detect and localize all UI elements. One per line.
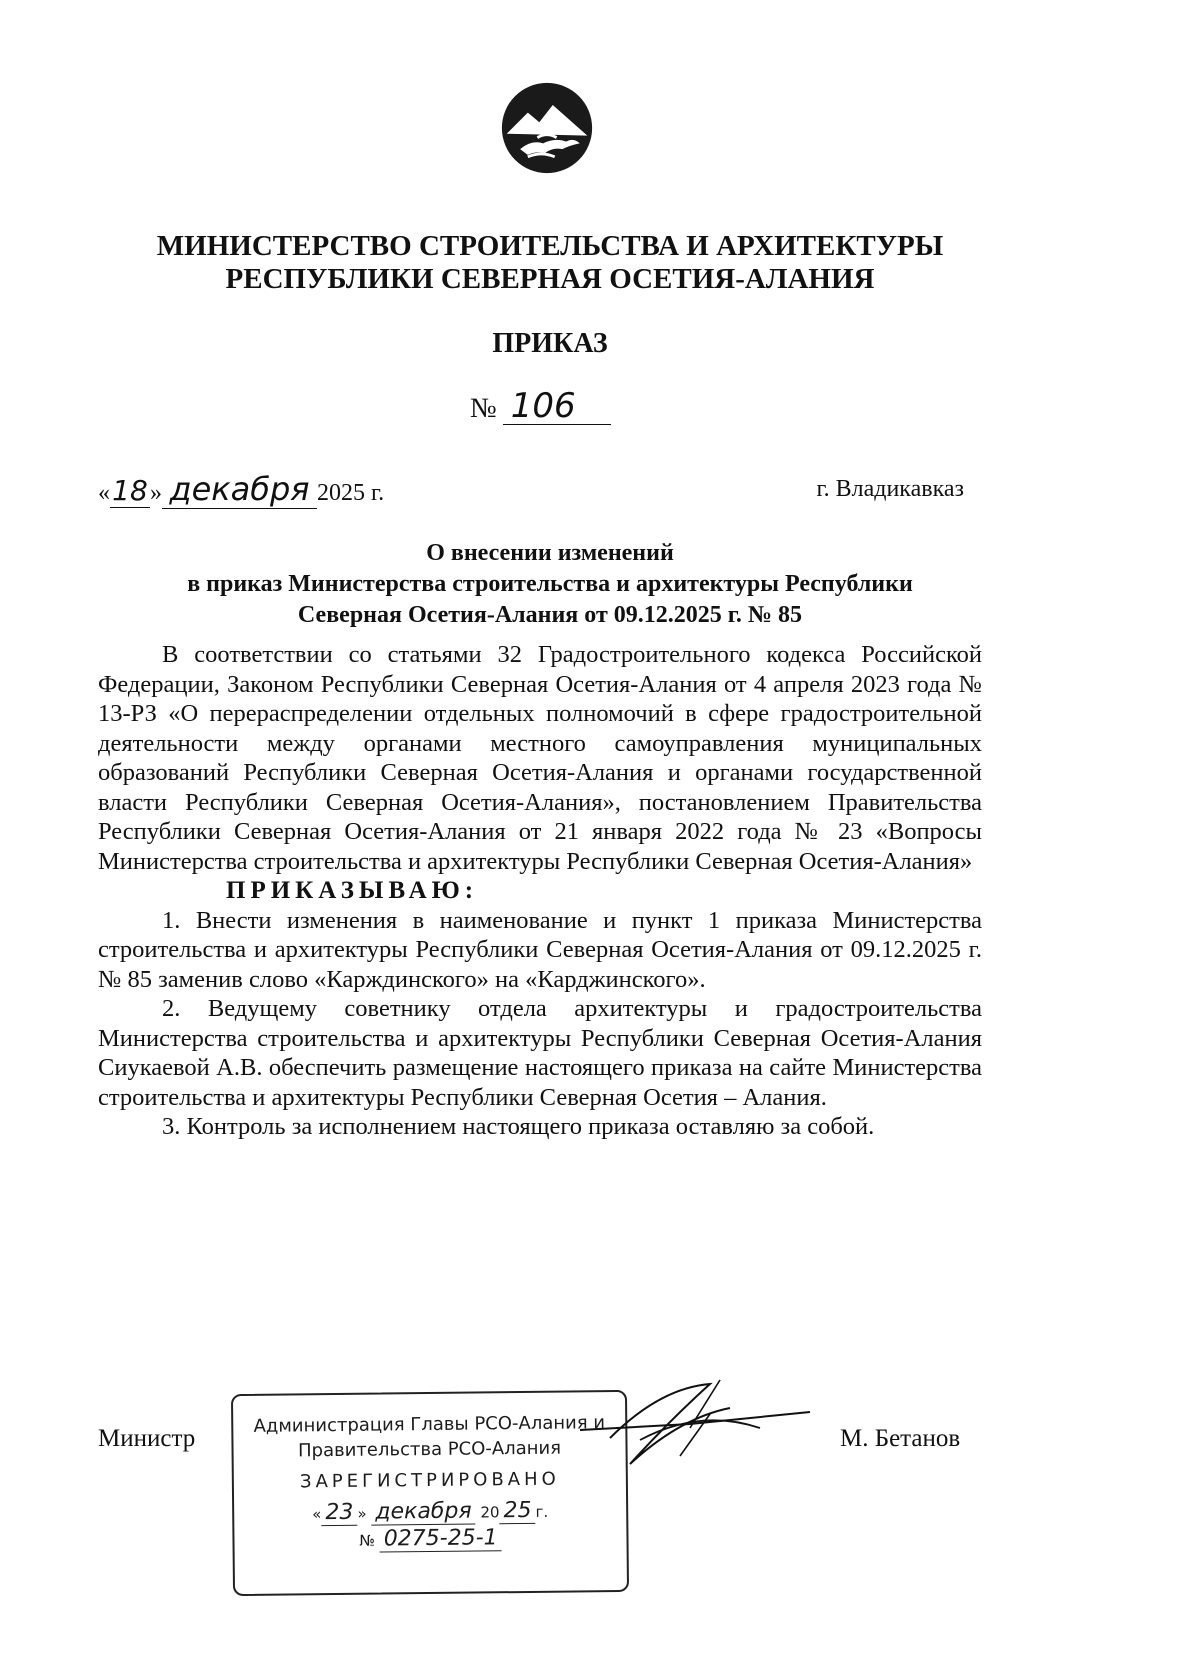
order-item: 2. Ведущему советнику отдела архитектуры и градостроительства Министерства строительства и архитектуры Республики Северная Осетия-Алания Сиукаевой А.В. обеспечить размещение настоящего приказа на сайте Министерства строительства и архитектуры Республики Северная Осетия – Алания. — [98, 995, 982, 1111]
date-open-quote: « — [98, 480, 110, 506]
stamp-number-value: 0275-25-1 — [380, 1525, 502, 1552]
document-type: ПРИКАЗ — [492, 328, 608, 359]
stamp-number-prefix: № — [359, 1531, 376, 1550]
city: г. Владикавказ — [816, 476, 964, 502]
stamp-year-unit: г. — [535, 1502, 549, 1521]
preamble: В соответствии со статьями 32 Градостроительного кодекса Российской Федерации, Законом Республики Северная Осетия-Алания от 4 апреля 2023 года № 13-РЗ «О перераспределении отдельных полномочий в сфере градостроительной деятельности между органами местного самоуправления муниципальных образований Республики Северная Осетия-Алания и органами государственной власти Республики Северная Осетия-Алания», постановлением Правительства Республики Северная Осетия-Алания от 21 января 2022 года № 23 «Вопросы Министерства строительства и архитектуры Республики Северная Осетия-Алания» — [98, 641, 982, 875]
republic-emblem-icon — [499, 80, 595, 176]
stamp-date-open-quote: « — [312, 1505, 322, 1524]
stamp-year-prefix: 20 — [480, 1503, 500, 1522]
subject-line1: О внесении изменений — [426, 540, 674, 566]
ministry-name — [0, 230, 1100, 296]
date-month: декабря — [162, 470, 317, 509]
date-close-quote: » — [150, 480, 162, 506]
stamp-date-close-quote: » — [357, 1504, 367, 1523]
stamp-line1: Администрация Главы РСО-Алания и — [253, 1412, 606, 1437]
stamp-registered: ЗАРЕГИСТРИРОВАНО — [299, 1468, 560, 1493]
order-number-value: 106 — [503, 388, 611, 425]
ministry-name-line1: МИНИСТЕРСТВО СТРОИТЕЛЬСТВА И АРХИТЕКТУРЫ — [156, 230, 944, 262]
order-item: 1. Внести изменения в наименование и пункт 1 приказа Министерства строительства и архитектуры Республики Северная Осетия-Алания от 09.12.2025 г. № 85 заменив слово «Карждинского» на «Карджинского». — [98, 906, 982, 993]
stamp-date — [234, 1497, 626, 1526]
order-date — [98, 470, 384, 509]
order-number-prefix: № — [470, 393, 497, 424]
signatory-name: М. Бетанов — [840, 1425, 961, 1452]
subject-line3: Северная Осетия-Алания от 09.12.2025 г. № 85 — [297, 602, 803, 628]
ministry-name-line2: РЕСПУБЛИКИ СЕВЕРНАЯ ОСЕТИЯ-АЛАНИЯ — [225, 263, 875, 295]
order-item: 3. Контроль за исполнением настоящего приказа оставляю за собой. — [162, 1113, 875, 1140]
stamp-line2: Правительства РСО-Алания — [297, 1437, 562, 1462]
order-number — [470, 388, 611, 425]
handwritten-signature — [570, 1368, 850, 1488]
order-body — [98, 640, 982, 1142]
decree-word: ПРИКАЗЫВАЮ: — [226, 877, 479, 904]
stamp-date-month: декабря — [371, 1499, 476, 1526]
subject-line2: в приказ Министерства строительства и архитектуры Республики — [187, 571, 913, 597]
order-subject — [0, 538, 1100, 631]
stamp-year-suffix: 25 — [499, 1498, 535, 1524]
signatory-title: Министр — [98, 1425, 196, 1452]
date-day: 18 — [110, 474, 150, 508]
date-year: 2025 г. — [317, 480, 385, 506]
stamp-date-day: 23 — [321, 1500, 357, 1526]
stamp-number — [234, 1524, 626, 1553]
